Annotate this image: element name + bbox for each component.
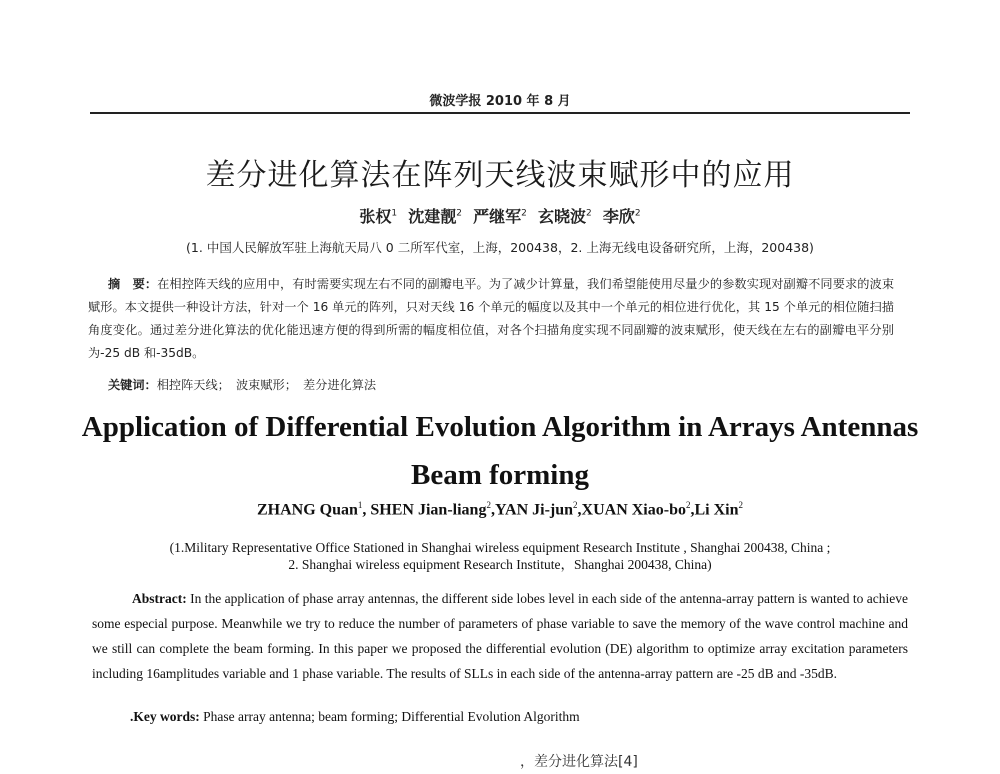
- author-affiliation-mark: 2: [685, 500, 691, 510]
- author-affiliation-mark: 2: [634, 208, 641, 219]
- chinese-title: 差分进化算法在阵列天线波束赋形中的应用: [205, 158, 795, 193]
- author-affiliation-mark: 2: [586, 208, 592, 219]
- author-name: SHEN Jian-liang: [370, 501, 487, 519]
- author-name: Li Xin: [694, 501, 739, 519]
- chinese-keywords-text: 相控阵天线； 波束赋形； 差分进化算法: [156, 378, 377, 392]
- header-rule: [90, 112, 910, 114]
- english-author-list: [140, 500, 860, 519]
- author-affiliation-mark: 1: [391, 208, 398, 219]
- author-affiliation-mark: 2: [573, 500, 578, 510]
- author-affiliation-mark: 2: [486, 500, 491, 510]
- author-name: 张权: [359, 207, 392, 226]
- chinese-abstract: [88, 273, 894, 365]
- cut-off-body-text: ，差分进化算法[4]: [520, 754, 638, 770]
- english-keywords-text: Phase array antenna; beam forming; Differential Evolution Algorithm: [203, 709, 580, 724]
- author-separator: ,: [362, 501, 371, 519]
- chinese-affiliation: (1. 中国人民解放军驻上海航天局八 0 二所军代室，上海，200438，2. 上海无线电设备研究所，上海，200438): [186, 240, 814, 255]
- chinese-keywords: [108, 376, 888, 393]
- author-separator: ,: [690, 501, 695, 519]
- author-name: ZHANG Quan: [256, 501, 358, 519]
- english-title: [80, 405, 920, 497]
- english-keywords-label: .Key words:: [130, 709, 200, 724]
- author-name: 李欣: [602, 207, 635, 226]
- english-abstract: [92, 586, 908, 686]
- author-separator: ,: [577, 501, 582, 519]
- english-affiliation-line: 2. Shanghai wireless equipment Research Institute，Shanghai 200438, China): [288, 557, 712, 572]
- running-head: 微波学报 2010 年 8 月: [429, 94, 571, 109]
- author-name: 玄晓波: [538, 207, 587, 226]
- english-abstract-label: Abstract:: [132, 591, 187, 606]
- english-title-line: Application of Differential Evolution Algorithm in Arrays Antennas: [81, 411, 919, 443]
- author-name: YAN Ji-jun: [494, 501, 574, 519]
- chinese-keywords-label: 关键词：: [108, 378, 157, 392]
- author-separator: ,: [490, 501, 495, 519]
- author-affiliation-mark: 1: [357, 500, 363, 510]
- author-affiliation-mark: 2: [456, 208, 462, 219]
- author-affiliation-mark: 2: [738, 500, 743, 510]
- author-affiliation-mark: 2: [521, 208, 527, 219]
- english-affiliation: [100, 539, 900, 573]
- english-title-line: Beam forming: [411, 459, 589, 491]
- english-affiliation-line: (1.Military Representative Office Stationed in Shanghai wireless equipment Research Institute , Shanghai 200438, China ;: [169, 540, 831, 555]
- author-name: 沈建靓: [408, 207, 457, 226]
- chinese-abstract-label: 摘 要：: [108, 277, 158, 291]
- chinese-abstract-text: 在相控阵天线的应用中，有时需要实现左右不同的副瓣电平。为了减少计算量，我们希望能使用尽量少的参数实现对副瓣不同要求的波束赋形。本文提供一种设计方法，针对一个 16 单元的阵列，只对天线 16 个单元的幅度以及其中一个单元的相位进行优化，其 15 个单元的相位随扫描角度变化。通过差分进化算法的优化能迅速方便的得到所需的幅度相位值，对各个扫描角度实现不同副瓣的波束赋形，使天线在左右的副瓣电平分别为-25 dB 和-35dB。: [88, 277, 895, 360]
- author-name: XUAN Xiao-bo: [581, 501, 686, 519]
- english-abstract-text: In the application of phase array antennas, the different side lobes level in each side of the antenna-array pattern is wanted to achieve some especial purpose. Meanwhile we try to reduce the number of parameters of phase variable to save the memory of the wave control machine and we still can complete the beam forming. In this paper we proposed the differential evolution (DE) algorithm to optimize array excitation parameters including 16amplitudes variable and 1 phase variable. The results of SLLs in each side of the antenna-array pattern are -25 dB and -35dB.: [92, 591, 909, 681]
- english-keywords: [130, 709, 890, 725]
- chinese-author-list: [260, 204, 740, 227]
- author-name: 严继军: [473, 207, 522, 226]
